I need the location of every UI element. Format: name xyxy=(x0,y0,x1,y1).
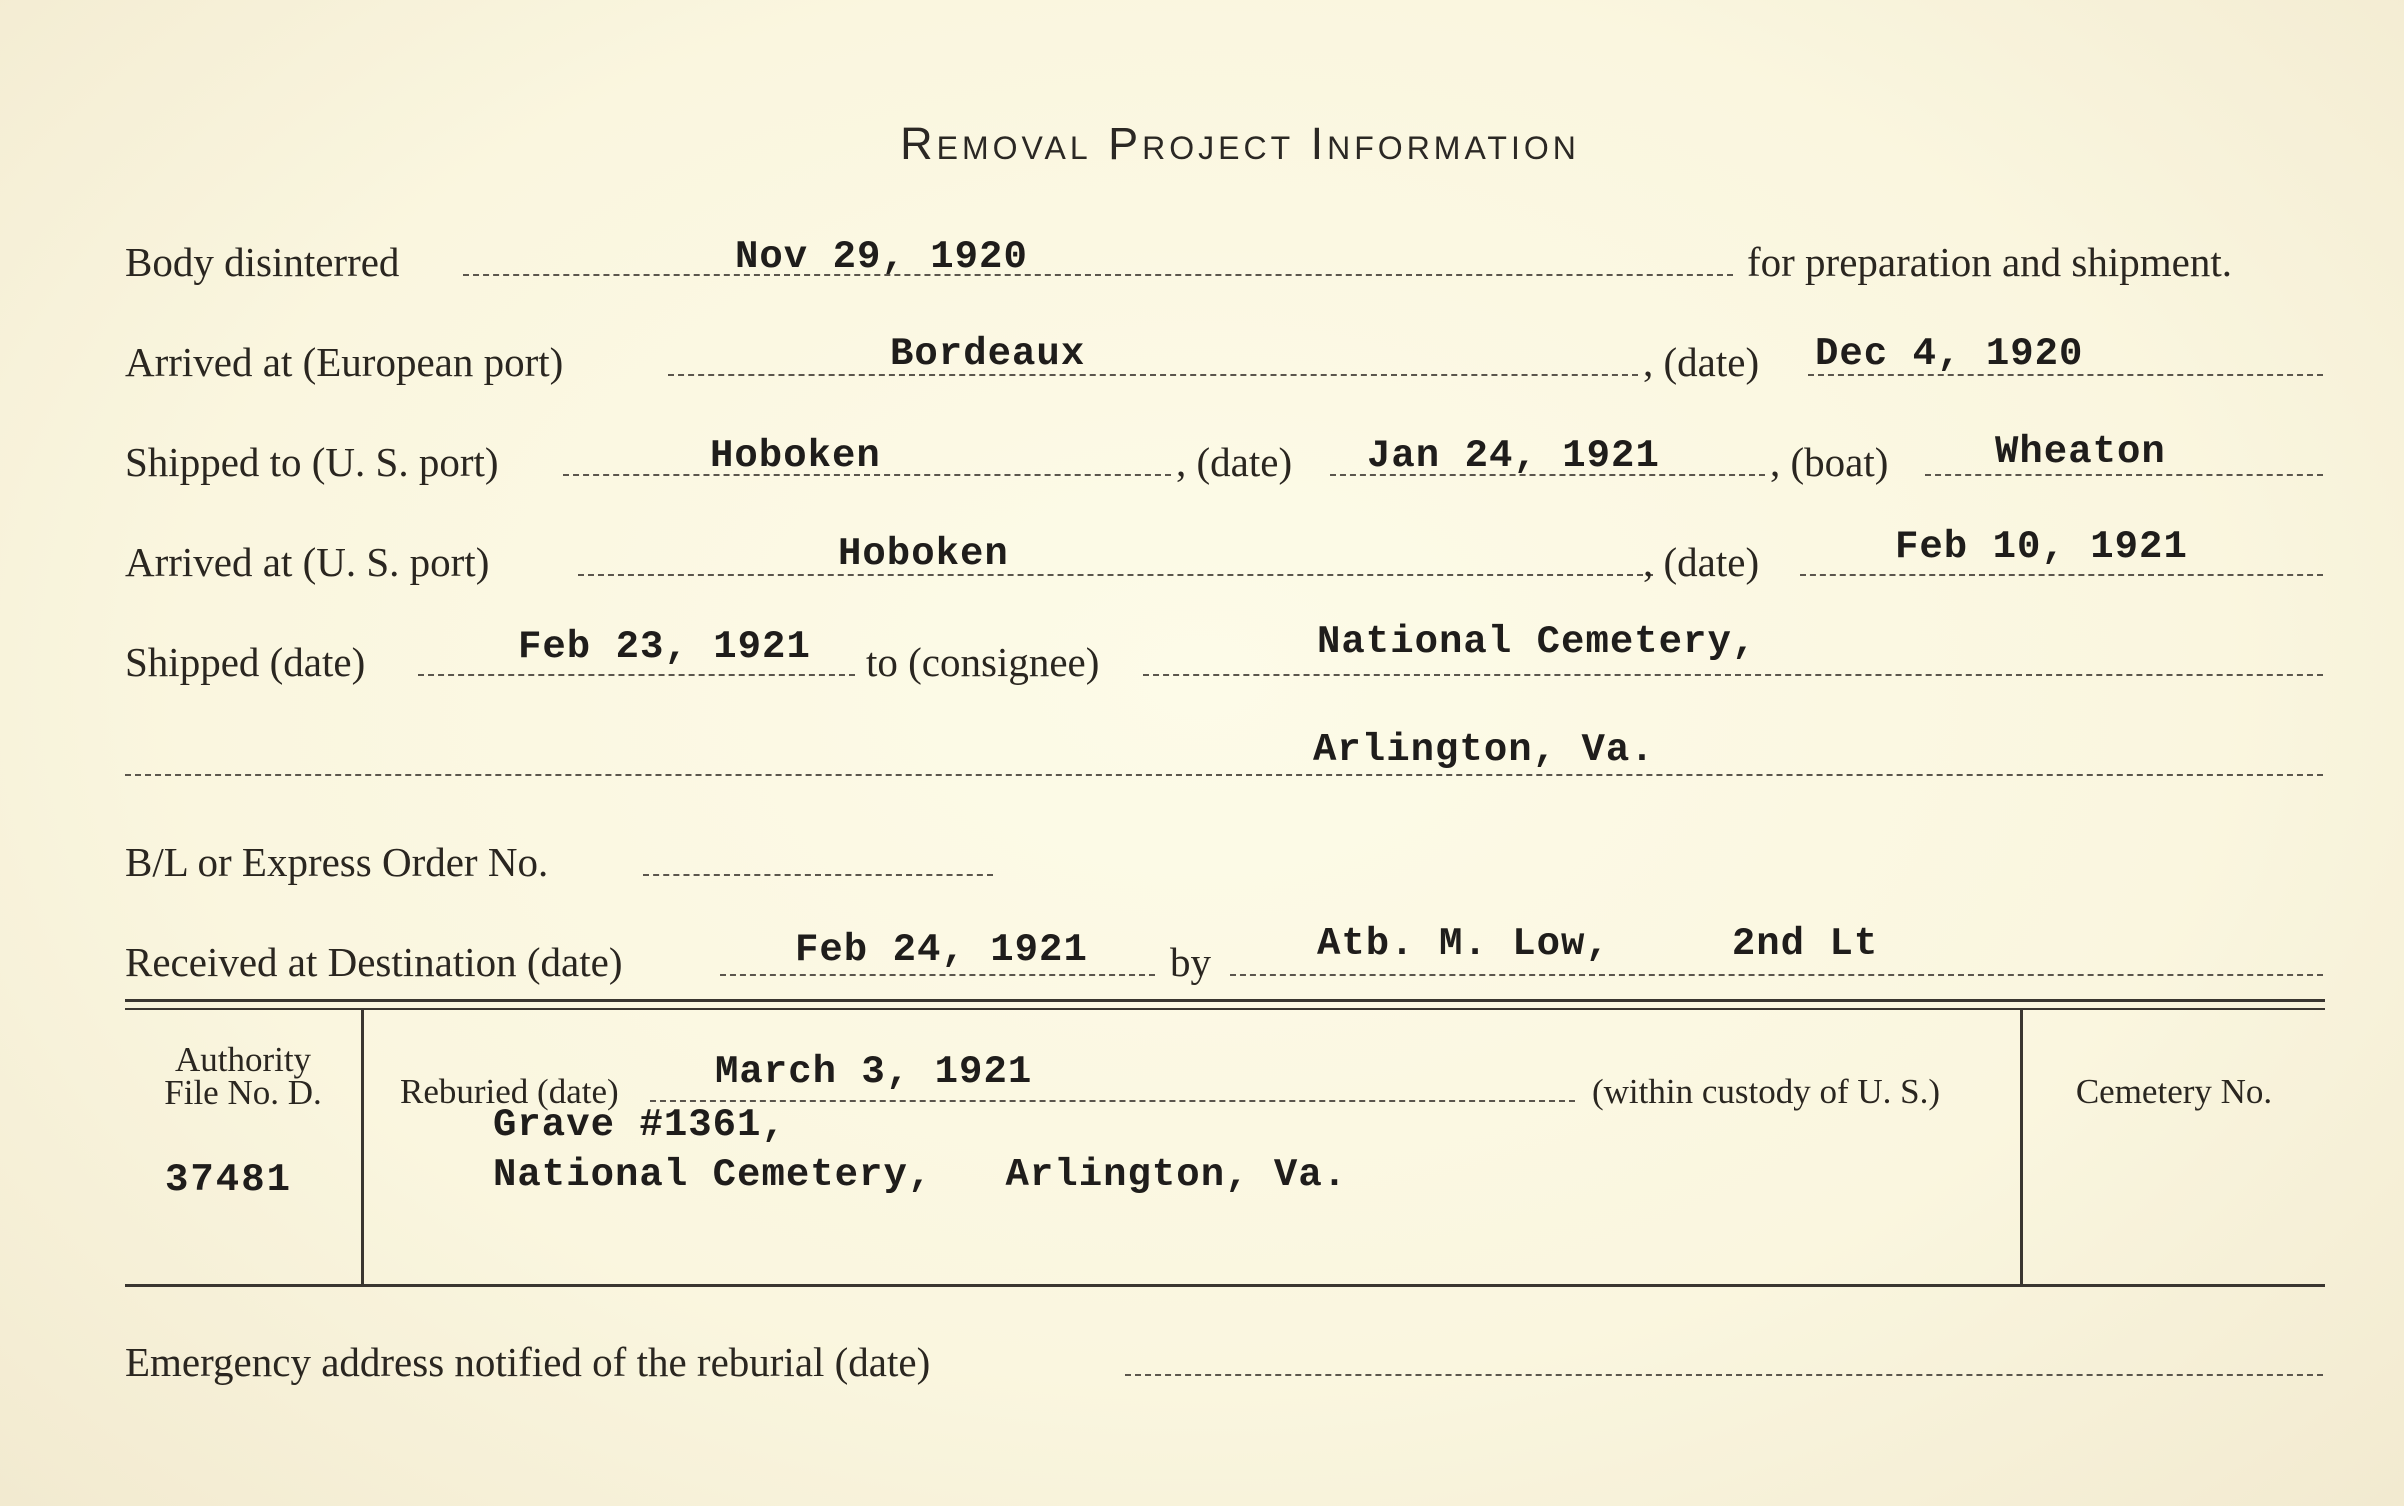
arrived-us-date-label: , (date) xyxy=(1643,539,1760,585)
consignee-value-1: National Cemetery, xyxy=(1317,620,1757,664)
disinterred-suffix: for preparation and shipment. xyxy=(1747,239,2233,285)
consignee-value-2: Arlington, Va. xyxy=(1313,728,1655,772)
disinterred-date-line xyxy=(463,274,1733,276)
authority-label-1: Authority xyxy=(174,1040,312,1079)
consignee-label: to (consignee) xyxy=(866,639,1100,685)
arrived-us-port: Hoboken xyxy=(838,532,1009,576)
received-label: Received at Destination (date) xyxy=(125,939,623,985)
authority-label-2: File No. D. xyxy=(164,1073,322,1112)
emergency-date-line xyxy=(1125,1374,2323,1376)
european-port-value: Bordeaux xyxy=(890,332,1086,376)
european-port-date: Dec 4, 1920 xyxy=(1815,332,2084,376)
grave-number: Grave #1361, xyxy=(493,1103,786,1147)
arrived-us-port-line xyxy=(578,574,1653,576)
custody-label: (within custody of U. S.) xyxy=(1592,1072,1941,1111)
arrived-us-date-line xyxy=(1800,574,2323,576)
european-port-line xyxy=(668,374,1638,376)
european-port-date-label: , (date) xyxy=(1643,339,1760,385)
shipped-date: Feb 23, 1921 xyxy=(518,625,811,669)
bl-line xyxy=(643,874,993,876)
authority-file-number: 37481 xyxy=(165,1158,293,1202)
shipped-us-port: Hoboken xyxy=(710,434,881,478)
received-by: Atb. M. Low, 2nd Lt xyxy=(1317,922,1879,966)
reburied-label: Reburied (date) xyxy=(400,1072,619,1111)
arrived-us-label: Arrived at (U. S. port) xyxy=(125,539,490,585)
grave-location: National Cemetery, Arlington, Va. xyxy=(493,1153,1348,1197)
received-by-label: by xyxy=(1170,939,1211,985)
shipped-us-date-label: , (date) xyxy=(1176,439,1293,485)
disinterred-label: Body disinterred xyxy=(125,239,400,285)
bl-label: B/L or Express Order No. xyxy=(125,839,549,885)
box-divider-left xyxy=(361,1010,364,1284)
box-top-rule-1 xyxy=(125,999,2325,1002)
shipped-us-boat: Wheaton xyxy=(1995,430,2166,474)
shipped-date-line xyxy=(418,674,855,676)
reburied-date: March 3, 1921 xyxy=(715,1050,1033,1094)
box-top-rule-2 xyxy=(125,1008,2325,1010)
received-date-line xyxy=(720,974,1155,976)
shipped-date-label: Shipped (date) xyxy=(125,639,366,685)
shipped-us-label: Shipped to (U. S. port) xyxy=(125,439,499,485)
emergency-label: Emergency address notified of the reburial (date) xyxy=(125,1339,931,1385)
disinterred-date: Nov 29, 1920 xyxy=(735,235,1028,279)
consignee-line-1 xyxy=(1143,674,2323,676)
arrived-us-date: Feb 10, 1921 xyxy=(1895,525,2188,569)
box-divider-right xyxy=(2020,1010,2023,1284)
box-bottom-rule xyxy=(125,1284,2325,1287)
shipped-us-boat-line xyxy=(1925,474,2323,476)
reburied-date-line xyxy=(650,1100,1575,1102)
shipped-us-date: Jan 24, 1921 xyxy=(1367,434,1660,478)
received-date: Feb 24, 1921 xyxy=(795,928,1088,972)
european-port-label: Arrived at (European port) xyxy=(125,339,564,385)
shipped-us-boat-label: , (boat) xyxy=(1770,439,1889,485)
card-title: Removal Project Information xyxy=(900,118,1580,169)
received-by-line xyxy=(1230,974,2323,976)
cemetery-no-label: Cemetery No. xyxy=(2075,1072,2273,1111)
consignee-line-2 xyxy=(125,774,2323,776)
